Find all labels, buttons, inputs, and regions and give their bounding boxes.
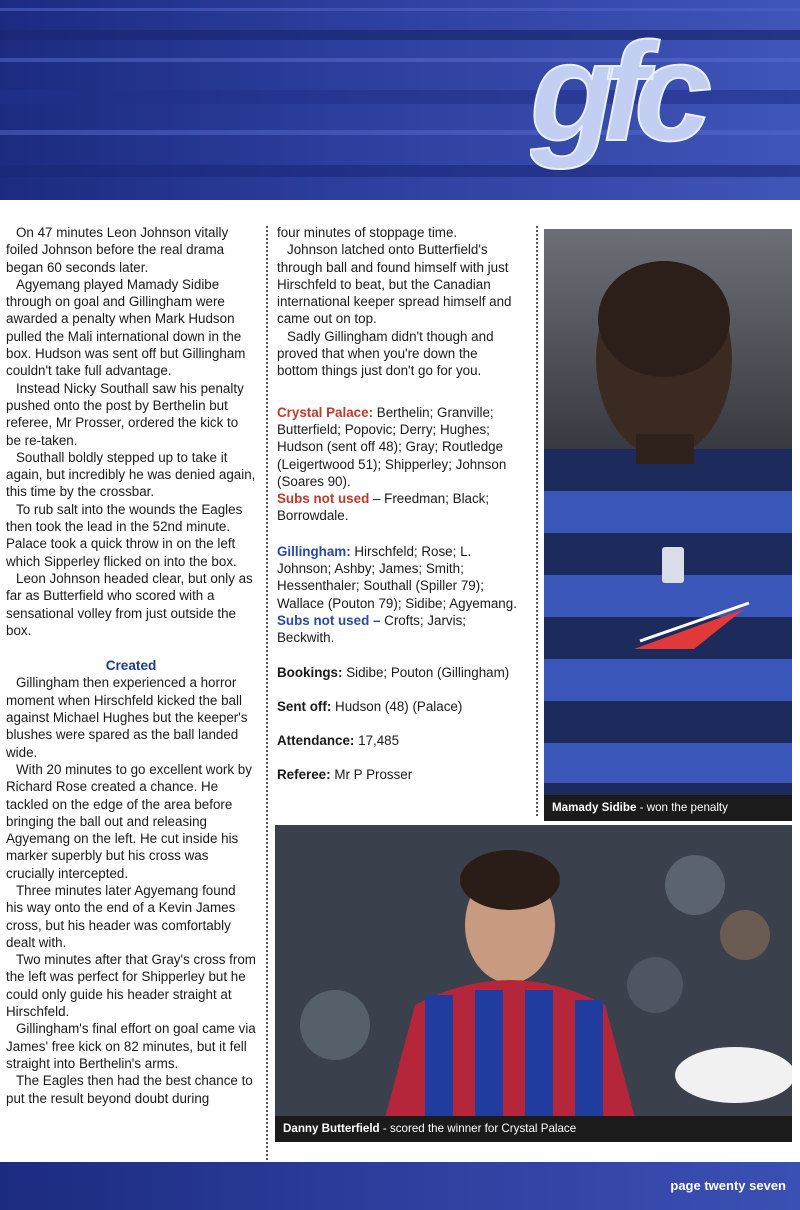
gfc-logo: [530, 25, 780, 175]
sent-off: [277, 698, 519, 715]
caption-text: - scored the winner for Crystal Palace: [382, 1122, 577, 1135]
paragraph: Leon Johnson headed clear, but only as far as Butterfield who scored with a sensational volley from just outside the box.: [6, 570, 253, 638]
gillingham-team: Hirschfeld; Rose; L. Johnson; Ashby; James; Smith; Hessenthaler; Southall (Spiller 79); Wallace (Pouton 79); Sidibe; Agyemang.: [277, 543, 517, 611]
bookings-label: Bookings:: [277, 664, 343, 680]
paragraph: Two minutes after that Gray's cross from the left was perfect for Shipperley but he could only guide his header straight at Hirschfeld.: [6, 952, 256, 1020]
paragraph: Gillingham then experienced a horror moment when Hirschfeld kicked the ball against Michael Hughes but the keeper's blushes were spared as the ball landed wide.: [6, 675, 248, 760]
paragraph: Sadly Gillingham didn't though and proved that when you're down the bottom things just don't go for you.: [277, 328, 494, 379]
article-column-1: [6, 224, 256, 1107]
paragraph: With 20 minutes to go excellent work by Richard Rose created a chance. He tackled on the edge of the area before bringing the ball out and releasing Agyemang on the left. He cut inside his marker superbly but his cross was crucially intercepted.: [6, 761, 252, 881]
palace-team: Berthelin; Granville; Butterfield; Popovic; Derry; Hughes; Hudson (sent off 48); Gray; Routledge (Leigertwood 51); Shipperley; Johnson (Soares 90).: [277, 404, 507, 489]
article-column-2: [277, 224, 519, 784]
paragraph: Agyemang played Mamady Sidibe through on goal and Gillingham were awarded a penalty when Mark Hudson pulled the Mali international down in the box. Hudson was sent off but Gillingham couldn't take full advantage.: [6, 276, 246, 379]
paragraph: Instead Nicky Southall saw his penalty pushed onto the post by Berthelin but referee, Mr Prosser, ordered the kick to be re-taken.: [6, 380, 244, 448]
column-divider: [536, 226, 538, 816]
page-number: page twenty seven: [670, 1178, 786, 1193]
palace-subs: [277, 490, 519, 525]
bookings-value: Sidibe; Pouton (Gillingham): [346, 664, 510, 680]
caption-text: - won the penalty: [639, 801, 728, 814]
paragraph: Johnson latched onto Butterfield's through ball and found himself with just Hirschfeld to beat, but the Canadian international keeper spread himself and came out on top.: [277, 242, 512, 327]
sent-off-label: Sent off:: [277, 698, 332, 714]
paragraph: Southall boldly stepped up to take it again, but incredibly he was denied again, this time by the crossbar.: [6, 449, 256, 500]
column-divider: [266, 226, 268, 1160]
attendance: [277, 732, 519, 749]
sent-off-value: Hudson (48) (Palace): [335, 698, 463, 714]
paragraph: On 47 minutes Leon Johnson vitally foiled Johnson before the real drama began 60 seconds later.: [6, 225, 229, 275]
gillingham-subs-label: Subs not used –: [277, 612, 381, 628]
referee-value: Mr P Prosser: [334, 767, 413, 783]
paragraph: To rub salt into the wounds the Eagles then took the lead in the 52nd minute. Palace took a quick throw in on the left which Sipperley flicked on into the box.: [6, 501, 243, 569]
photo-caption-sidibe: [544, 795, 792, 821]
paragraph: Three minutes later Agyemang found his way onto the end of a Kevin James cross, but his header was comfortably dealt with.: [6, 882, 236, 950]
subheading: Created: [105, 658, 157, 674]
gillingham-subs: [277, 612, 519, 647]
player-photo-sidibe: [544, 229, 792, 795]
caption-name: Danny Butterfield: [283, 1122, 380, 1135]
paragraph: four minutes of stoppage time.: [277, 225, 458, 240]
paragraph: Gillingham's final effort on goal came via James' free kick on 82 minutes, but it fell straight into Berthelin's arms.: [6, 1021, 256, 1071]
photo-caption-butterfield: [275, 1116, 792, 1142]
gillingham-subs-list: Crofts; Jarvis; Beckwith.: [277, 612, 466, 646]
player-photo-butterfield: [275, 825, 792, 1118]
referee: [277, 766, 519, 783]
gillingham-lineup: [277, 543, 519, 612]
palace-subs-list: – Freedman; Black; Borrowdale.: [277, 491, 490, 524]
palace-label: Crystal Palace:: [277, 404, 374, 420]
attendance-label: Attendance:: [277, 733, 355, 749]
svg-text:gfc: gfc: [530, 25, 698, 170]
caption-name: Mamady Sidibe: [552, 801, 637, 814]
referee-label: Referee:: [277, 767, 331, 783]
attendance-value: 17,485: [358, 733, 400, 749]
gillingham-label: Gillingham:: [277, 543, 351, 559]
palace-subs-label: Subs not used: [277, 491, 370, 507]
bookings: [277, 664, 519, 681]
header-banner: [0, 0, 800, 200]
palace-lineup: [277, 404, 519, 490]
paragraph: The Eagles then had the best chance to put the result beyond doubt during: [6, 1073, 253, 1106]
